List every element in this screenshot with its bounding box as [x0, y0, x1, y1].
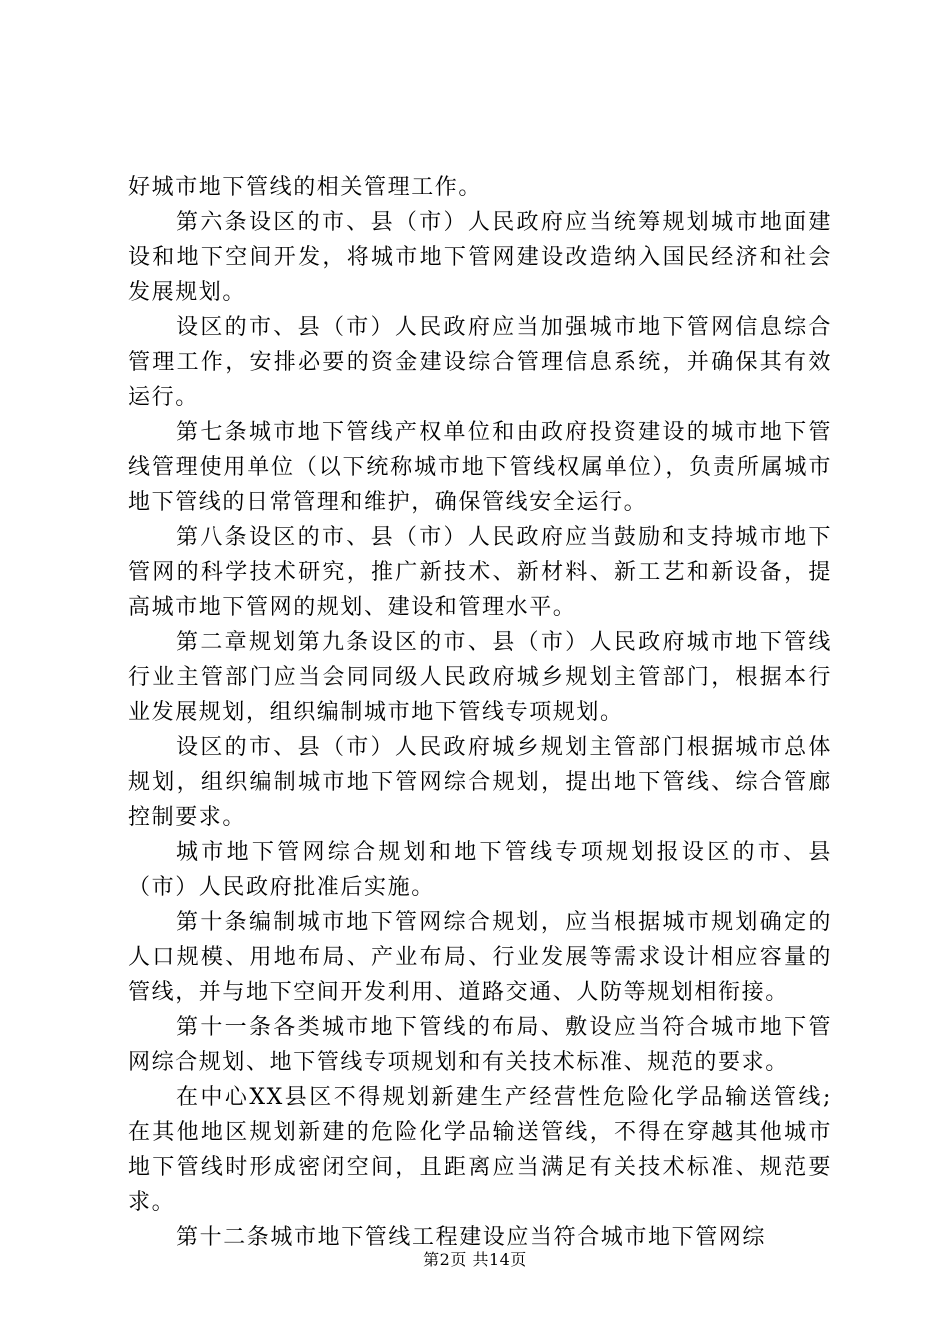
paragraph-hazardous-pipelines: 在中心XX县区不得规划新建生产经营性危险化学品输送管线;在其他地区规划新建的危险化学品输送管线，不得在穿越其他城市地下管线时形成密闭空间，且距离应当满足有关技术标准、规范要求。 — [128, 1085, 832, 1215]
paragraph-plan-approval: 城市地下管网综合规划和地下管线专项规划报设区的市、县（市）人民政府批准后实施。 — [128, 840, 832, 900]
document-body — [128, 170, 832, 1255]
paragraph-1: 好城市地下管线的相关管理工作。 — [128, 175, 483, 200]
page-footer — [0, 1248, 950, 1272]
paragraph-article-10: 第十条编制城市地下管网综合规划，应当根据城市规划确定的人口规模、用地布局、产业布局、行业发展等需求设计相应容量的管线，并与地下空间开发利用、道路交通、人防等规划相衔接。 — [128, 910, 832, 1005]
paragraph-article-12: 第十二条城市地下管线工程建设应当符合城市地下管网综 — [176, 1225, 767, 1250]
paragraph-comprehensive-plan: 设区的市、县（市）人民政府城乡规划主管部门根据城市总体规划，组织编制城市地下管网综合规划，提出地下管线、综合管廊控制要求。 — [128, 735, 832, 830]
paragraph-article-7: 第七条城市地下管线产权单位和由政府投资建设的城市地下管线管理使用单位（以下统称城市地下管线权属单位），负责所属城市地下管线的日常管理和维护，确保管线安全运行。 — [128, 420, 832, 515]
paragraph-article-9: 第二章规划第九条设区的市、县（市）人民政府城市地下管线行业主管部门应当会同同级人民政府城乡规划主管部门，根据本行业发展规划，组织编制城市地下管线专项规划。 — [128, 630, 832, 725]
page-number-label: 第2页 共14页 — [423, 1250, 527, 1269]
paragraph-article-11: 第十一条各类城市地下管线的布局、敷设应当符合城市地下管网综合规划、地下管线专项规划和有关技术标准、规范的要求。 — [128, 1015, 832, 1075]
paragraph-article-6: 第六条设区的市、县（市）人民政府应当统筹规划城市地面建设和地下空间开发，将城市地下管网建设改造纳入国民经济和社会发展规划。 — [128, 210, 832, 305]
paragraph-article-8: 第八条设区的市、县（市）人民政府应当鼓励和支持城市地下管网的科学技术研究，推广新技术、新材料、新工艺和新设备，提高城市地下管网的规划、建设和管理水平。 — [128, 525, 832, 620]
paragraph-info-management: 设区的市、县（市）人民政府应当加强城市地下管网信息综合管理工作，安排必要的资金建设综合管理信息系统，并确保其有效运行。 — [128, 315, 832, 410]
